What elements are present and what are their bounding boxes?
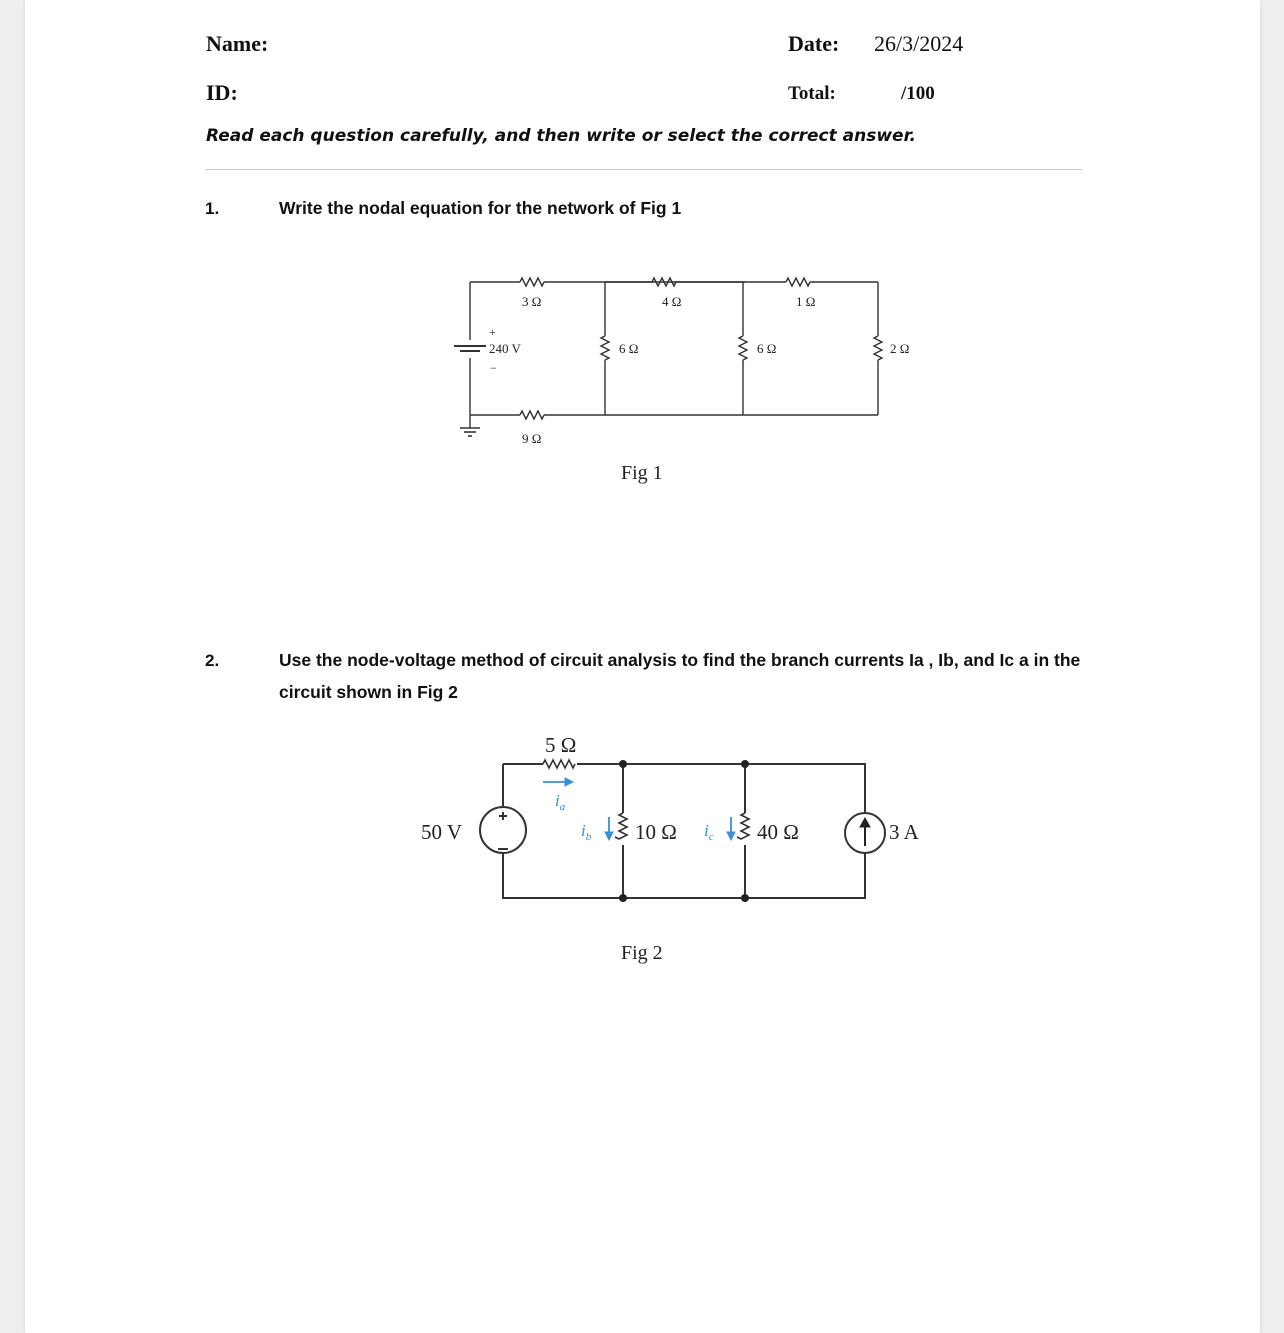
question-1-text: Write the nodal equation for the network of Fig 1	[279, 198, 682, 218]
label-2ohm: 2 Ω	[890, 341, 910, 356]
figure-2-circuit	[415, 728, 945, 908]
label-40ohm: 40 Ω	[757, 820, 799, 844]
label-ib: $i_b$	[581, 821, 592, 843]
node-bottom-1	[619, 894, 627, 902]
label-240v: 240 V	[489, 341, 521, 356]
label-source-plus: +	[489, 325, 496, 339]
figure-1-circuit	[440, 260, 910, 455]
node-bottom-2	[741, 894, 749, 902]
label-ia: $i_a$	[555, 791, 566, 813]
resistor-6ohm-b	[739, 336, 747, 360]
date-label: Date:	[788, 31, 840, 56]
label-6ohm-b: 6 Ω	[757, 341, 777, 356]
figure-1-caption: Fig 1	[621, 462, 663, 484]
question-2-text-line1: Use the node-voltage method of circuit analysis to find the branch currents Ia , Ib, and Ic a in the	[279, 650, 1081, 670]
total-label: Total:	[788, 83, 836, 104]
label-4ohm: 4 Ω	[662, 294, 682, 309]
label-1ohm: 1 Ω	[796, 294, 816, 309]
resistor-40ohm	[737, 813, 749, 839]
resistor-6ohm-a	[601, 336, 609, 360]
label-50v: 50 V	[421, 820, 463, 844]
name-label: Name:	[206, 31, 269, 56]
header-divider	[205, 169, 1082, 170]
label-6ohm-a: 6 Ω	[619, 341, 639, 356]
label-10ohm: 10 Ω	[635, 820, 677, 844]
instructions: Read each question carefully, and then write or select the correct answer.	[206, 126, 916, 146]
node-top-2	[741, 760, 749, 768]
label-5ohm: 5 Ω	[545, 733, 577, 757]
node-top-1	[619, 760, 627, 768]
resistor-3ohm	[520, 278, 544, 286]
resistor-9ohm	[520, 411, 544, 419]
label-9ohm: 9 Ω	[522, 431, 542, 446]
question-2-number: 2.	[205, 651, 220, 670]
question-2-text-line2: circuit shown in Fig 2	[279, 682, 458, 702]
resistor-5ohm	[543, 760, 575, 768]
question-1-number: 1.	[205, 199, 220, 218]
label-3ohm: 3 Ω	[522, 294, 542, 309]
label-3a: 3 A	[889, 820, 919, 844]
figure-2-caption: Fig 2	[621, 942, 663, 964]
resistor-1ohm	[786, 278, 810, 286]
id-label: ID:	[206, 80, 238, 105]
total-value: /100	[901, 83, 935, 104]
resistor-10ohm	[615, 813, 627, 839]
label-ic: $i_c$	[704, 821, 714, 843]
date-value: 26/3/2024	[874, 31, 964, 56]
resistor-4ohm	[652, 278, 676, 286]
resistor-2ohm	[874, 336, 882, 360]
label-source-minus: −	[490, 361, 497, 375]
